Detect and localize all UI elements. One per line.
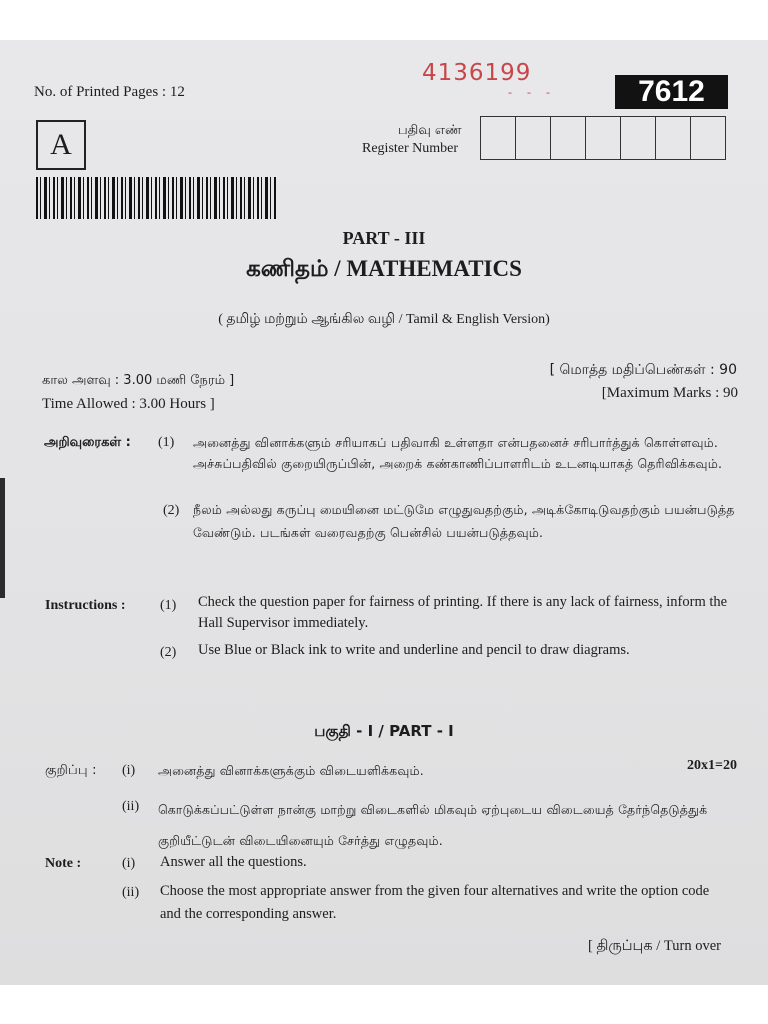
part-one-heading: பகுதி - I / PART - I <box>314 722 454 740</box>
instruction-ta-number: (1) <box>158 435 175 450</box>
register-digit-cell[interactable] <box>691 117 725 159</box>
note-ta-text: அனைத்து வினாக்களுக்கும் விடையளிக்கவும். <box>158 763 424 778</box>
instruction-ta-text: அனைத்து வினாக்களும் சரியாகப் பதிவாகி உள்ளதா என்பதனைச் சரிபார்த்துக் கொள்ளவும். அச்சுப்பதிவில் குறையிருப்பின், அறைக் கண்காணிப்பாளரிடம் உடனடியாகத் தெரிவிக்கவும். <box>193 435 723 471</box>
instructions-en-label: Instructions : <box>45 598 126 613</box>
instruction-ta-number: (2) <box>163 503 180 518</box>
note-en-number: (ii) <box>122 885 140 900</box>
note-ta-label: குறிப்பு : <box>45 763 97 778</box>
bottom-background <box>0 985 768 1024</box>
instruction-en-text: Check the question paper for fairness of printing. If there is any lack of fairness, inform the Hall Supervisor immediately. <box>198 594 728 631</box>
register-number-label-ta: பதிவு எண் <box>398 123 462 138</box>
instructions-ta-label: அறிவுரைகள் : <box>44 435 131 450</box>
paper-code-badge: 7612 <box>615 75 728 109</box>
register-number-grid[interactable] <box>480 116 726 160</box>
note-en-number: (i) <box>122 856 136 871</box>
instruction-en-number: (2) <box>160 645 177 660</box>
note-ta-text: கொடுக்கப்பட்டுள்ள நான்கு மாற்று விடைகளில் மிகவும் ஏற்புடைய விடையைத் தேர்ந்தெடுத்துக் குறியீட்டுடன் விடையினையும் சேர்த்து எழுதவும். <box>158 802 708 848</box>
barcode <box>36 177 278 219</box>
serial-number: 4136199 <box>422 60 532 86</box>
register-digit-cell[interactable] <box>586 117 621 159</box>
subject-title: கணிதம் / MATHEMATICS <box>246 256 522 281</box>
part-one-marks: 20x1=20 <box>687 758 737 773</box>
turn-over-note: [ திருப்புக / Turn over <box>588 938 721 954</box>
time-allowed-ta: கால அளவு : 3.00 மணி நேரம் ] <box>42 373 235 388</box>
version-letter-box: A <box>36 120 86 170</box>
note-en-text: Choose the most appropriate answer from the given four alternatives and write the option code and the corresponding answer. <box>160 883 710 922</box>
maximum-marks-ta: [ மொத்த மதிப்பெண்கள் : 90 <box>549 362 737 378</box>
printed-pages-count: No. of Printed Pages : 12 <box>34 84 185 100</box>
register-digit-cell[interactable] <box>516 117 551 159</box>
note-ta-number: (ii) <box>122 799 140 814</box>
register-digit-cell[interactable] <box>481 117 516 159</box>
note-en-label: Note : <box>45 856 82 871</box>
time-allowed-en: Time Allowed : 3.00 Hours ] <box>42 396 215 412</box>
register-number-label-en: Register Number <box>362 141 459 156</box>
part-heading: PART - III <box>342 228 426 248</box>
register-digit-cell[interactable] <box>656 117 691 159</box>
note-ta-number: (i) <box>122 763 136 778</box>
register-digit-cell[interactable] <box>621 117 656 159</box>
top-background <box>0 0 768 40</box>
instruction-en-text: Use Blue or Black ink to write and underline and pencil to draw diagrams. <box>198 642 630 658</box>
page-edge-shadow <box>0 478 5 598</box>
instruction-ta-text: நீலம் அல்லது கருப்பு மையினை மட்டுமே எழுதுவதற்கும், அடிக்கோடிடுவதற்கும் பயன்படுத்த வேண்டும். படங்கள் வரைவதற்கு பென்சில் பயன்படுத்தவும். <box>193 502 735 540</box>
note-en-text: Answer all the questions. <box>160 854 307 870</box>
instruction-en-number: (1) <box>160 598 177 613</box>
register-digit-cell[interactable] <box>551 117 586 159</box>
serial-dashes: - - - <box>508 85 556 99</box>
maximum-marks-en: [Maximum Marks : 90 <box>601 385 738 401</box>
medium-version: ( தமிழ் மற்றும் ஆங்கில வழி / Tamil & English Version) <box>218 312 550 327</box>
